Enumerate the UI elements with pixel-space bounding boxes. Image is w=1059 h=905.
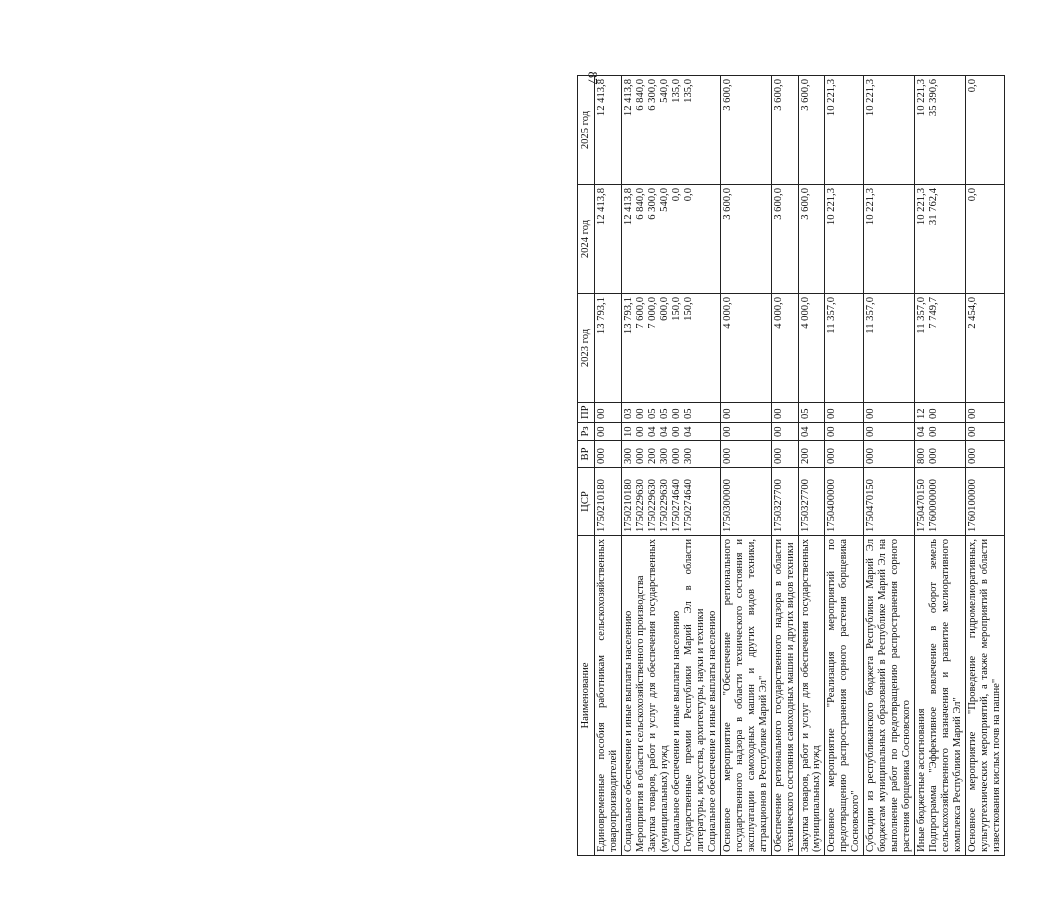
table-cell-rz-entry: 10 (622, 426, 634, 437)
table-cell-csr-entry: 1750210180 (596, 479, 607, 532)
table-cell-vr-entry: 000 (826, 448, 838, 464)
table-cell-name (966, 536, 1005, 856)
table-cell-csr (771, 468, 798, 536)
table-cell-vr-entry: 000 (634, 448, 646, 464)
header-pr: ПР (578, 403, 595, 423)
table-cell-2025-entry: 135,0 (670, 79, 682, 103)
table-cell-vr (864, 441, 915, 468)
table-cell-2025-entry: 10 221,3 (865, 79, 877, 117)
table-cell-2025-entry: 3 600,0 (799, 79, 811, 111)
table-cell-2024 (771, 185, 798, 294)
table-cell-rz-entry: 00 (634, 426, 646, 437)
table-cell-2023-entry: 150,0 (670, 297, 682, 321)
table-cell-rz (595, 423, 622, 441)
table-cell-2024-entry: 6 300,0 (646, 188, 658, 220)
table-cell-2025-entry: 540,0 (658, 79, 670, 103)
table-cell-2024 (915, 185, 966, 294)
table-cell-name-entry: Субсидии из республиканского бюджета Республики Марий Эл бюджетам муниципальных образований в Республике Марий Эл на выполнение работ по предотвращению распространения сорного растения борщевика Сосновского (865, 539, 913, 852)
table-row (864, 76, 915, 856)
table-cell-name (915, 536, 966, 856)
table-cell-2024 (720, 185, 771, 294)
table-cell-rz (915, 423, 966, 441)
table-cell-pr (720, 403, 771, 423)
table-cell-2024-entry: 0,0 (682, 188, 694, 202)
table-cell-2025 (720, 76, 771, 185)
header-rz: Рз (578, 423, 595, 441)
table-cell-pr (966, 403, 1005, 423)
table-cell-vr (966, 441, 1005, 468)
budget-table-rotated (577, 76, 1059, 856)
table-cell-pr-entry: 00 (928, 408, 940, 419)
page-number: 87 (585, 71, 601, 85)
table-cell-2023-entry: 11 357,0 (916, 297, 928, 334)
table-cell-rz-entry: 00 (596, 426, 607, 437)
table-cell-rz-entry: 00 (865, 426, 877, 437)
table-cell-csr (595, 468, 622, 536)
table-cell-csr-entry: 1750274640 (682, 479, 694, 532)
table-cell-pr-entry: 00 (826, 408, 838, 419)
table-cell-csr (864, 468, 915, 536)
table-cell-2023-entry: 13 793,1 (622, 297, 634, 335)
table-cell-2023 (621, 294, 720, 403)
table-cell-2025-entry: 6 840,0 (634, 79, 646, 111)
table-cell-2025-entry: 10 221,3 (826, 79, 838, 117)
table-cell-2023-entry: 150,0 (682, 297, 694, 321)
table-cell-2025-entry: 35 390,6 (928, 79, 940, 117)
table-cell-vr (595, 441, 622, 468)
table-cell-pr (621, 403, 720, 423)
table-cell-2023-entry: 11 357,0 (865, 297, 877, 334)
table-cell-2024 (825, 185, 864, 294)
table-cell-name-entry: Социальное обеспечение и иные выплаты населению (670, 610, 682, 852)
table-cell-vr-entry: 000 (967, 448, 979, 464)
table-cell-csr-entry: 1750470150 (865, 479, 877, 532)
table-cell-2023-entry: 2 454,0 (967, 297, 979, 329)
table-cell-2024-entry: 31 762,4 (928, 188, 940, 226)
table-cell-csr-entry: 1750300000 (721, 479, 733, 532)
table-cell-vr-entry: 200 (799, 448, 811, 464)
table-cell-2024-entry: 10 221,3 (865, 188, 877, 226)
table-cell-csr-entry: 1750210180 (622, 479, 634, 532)
table-cell-pr (825, 403, 864, 423)
table-cell-name-entry: Мероприятия в области сельскохозяйственного производства (634, 575, 646, 852)
header-name: Наименование (578, 536, 595, 856)
table-cell-pr-entry: 00 (670, 408, 682, 419)
table-cell-pr-entry: 05 (646, 408, 658, 419)
table-cell-name-entry: Подпрограмма "Эффективное вовлечение в оборот земель сельскохозяйственного назначения и развитие мелиоративного комплекса Республики Марий Эл" (928, 539, 964, 852)
table-cell-2024 (595, 185, 622, 294)
table-cell-2024-entry: 3 600,0 (799, 188, 811, 220)
table-cell-2023 (825, 294, 864, 403)
table-row (595, 76, 622, 856)
table-cell-csr-entry: 1750327700 (799, 479, 811, 532)
table-cell-2024 (621, 185, 720, 294)
table-cell-name-entry: Основное мероприятие "Проведение гидромелиоративных, культуртехнических мероприятий, а также мероприятий в области известкования кислых почв на пашне" (967, 539, 1003, 852)
table-cell-vr (720, 441, 771, 468)
table-cell-csr-entry: 1750229630 (634, 479, 646, 532)
table-cell-vr-entry: 300 (682, 448, 694, 464)
table-cell-2023 (864, 294, 915, 403)
table-cell-rz-entry: 04 (682, 426, 694, 437)
table-cell-2025 (798, 76, 825, 185)
table-cell-2024-entry: 0,0 (670, 188, 682, 202)
table-cell-2024-entry: 3 600,0 (772, 188, 784, 220)
table-cell-pr-entry: 00 (721, 408, 733, 419)
table-row (966, 76, 1005, 856)
table-cell-rz (966, 423, 1005, 441)
table-cell-pr-entry: 00 (772, 408, 784, 419)
table-cell-2023-entry: 13 793,1 (596, 297, 607, 335)
table-cell-vr (915, 441, 966, 468)
table-cell-vr-entry: 000 (670, 448, 682, 464)
table-cell-name (798, 536, 825, 856)
table-cell-2025 (825, 76, 864, 185)
table-cell-2025 (966, 76, 1005, 185)
table-cell-pr (915, 403, 966, 423)
table-cell-2024-entry: 10 221,3 (826, 188, 838, 226)
table-cell-2025 (915, 76, 966, 185)
table-cell-rz (798, 423, 825, 441)
table-cell-pr-entry: 00 (967, 408, 979, 419)
table-cell-vr (771, 441, 798, 468)
table-row (621, 76, 720, 856)
table-cell-2024-entry: 12 413,8 (622, 188, 634, 226)
header-2025: 2025 год (578, 76, 595, 185)
table-cell-2025 (864, 76, 915, 185)
table-cell-vr-entry: 000 (772, 448, 784, 464)
table-cell-csr (825, 468, 864, 536)
table-cell-csr-entry: 1750229630 (646, 479, 658, 532)
table-cell-pr-entry: 05 (799, 408, 811, 419)
table-cell-name-entry: Иные бюджетные ассигнования (916, 708, 928, 852)
table-cell-pr-entry: 00 (634, 408, 646, 419)
table-cell-2024-entry: 12 413,8 (596, 188, 607, 226)
table-cell-pr-entry: 05 (658, 408, 670, 419)
table-cell-csr-entry: 1760100000 (967, 479, 979, 532)
table-cell-2024-entry: 0,0 (967, 188, 979, 202)
table-cell-2023-entry: 7 000,0 (646, 297, 658, 329)
table-cell-name (771, 536, 798, 856)
table-cell-2025-entry: 10 221,3 (916, 79, 928, 117)
table-cell-csr-entry: 1750274640 (670, 479, 682, 532)
budget-table (577, 75, 1005, 856)
table-cell-name (825, 536, 864, 856)
table-cell-csr-entry: 1750400000 (826, 479, 838, 532)
table-cell-rz-entry: 04 (646, 426, 658, 437)
table-cell-2024-entry: 6 840,0 (634, 188, 646, 220)
table-cell-vr-entry: 300 (622, 448, 634, 464)
table-cell-name (621, 536, 720, 856)
table-cell-2024-entry: 3 600,0 (721, 188, 733, 220)
table-cell-name-entry: Государственные премии Республики Марий Эл в области литературы, искусства, архитектуры, науки и техники (682, 539, 706, 852)
table-cell-rz-entry: 00 (772, 426, 784, 437)
table-cell-vr-entry: 000 (721, 448, 733, 464)
header-row (578, 76, 595, 856)
table-cell-rz (825, 423, 864, 441)
table-cell-vr (621, 441, 720, 468)
table-cell-2023-entry: 7 749,7 (928, 297, 940, 329)
table-cell-pr-entry: 00 (865, 408, 877, 419)
table-cell-name-entry: Обеспечение регионального государственного надзора в области технического состояния самоходных машин и других видов техники (772, 539, 796, 852)
table-cell-pr-entry: 05 (682, 408, 694, 419)
table-cell-pr (798, 403, 825, 423)
table-cell-2025-entry: 6 300,0 (646, 79, 658, 111)
table-cell-rz-entry: 04 (658, 426, 670, 437)
table-cell-name-entry: Закупка товаров, работ и услуг для обеспечения государственных (муниципальных) нужд (799, 539, 823, 852)
table-cell-name (595, 536, 622, 856)
table-cell-2024-entry: 540,0 (658, 188, 670, 212)
table-cell-2025-entry: 12 413,8 (622, 79, 634, 117)
table-cell-pr-entry: 00 (596, 408, 607, 419)
table-cell-2023 (771, 294, 798, 403)
table-cell-csr (621, 468, 720, 536)
table-cell-2024 (966, 185, 1005, 294)
table-cell-rz-entry: 00 (826, 426, 838, 437)
table-cell-2023-entry: 4 000,0 (799, 297, 811, 329)
table-cell-2025-entry: 0,0 (967, 79, 979, 93)
table-cell-2024 (798, 185, 825, 294)
table-cell-rz (771, 423, 798, 441)
table-cell-csr (915, 468, 966, 536)
table-cell-csr (720, 468, 771, 536)
table-cell-2023-entry: 4 000,0 (772, 297, 784, 329)
table-row (771, 76, 798, 856)
table-cell-2025-entry: 3 600,0 (721, 79, 733, 111)
table-cell-2023 (798, 294, 825, 403)
table-cell-vr (798, 441, 825, 468)
table-cell-name-entry: Основное мероприятие "Обеспечение регионального государственного надзора в области технического состояния и эксплуатации самоходных машин и других видов техники, аттракционов в Республике Марий Эл" (721, 539, 769, 852)
table-cell-2025-entry: 135,0 (682, 79, 694, 103)
table-cell-csr-entry: 1750327700 (772, 479, 784, 532)
table-cell-2023 (720, 294, 771, 403)
header-vr: ВР (578, 441, 595, 468)
table-cell-rz (720, 423, 771, 441)
table-cell-pr-entry: 12 (916, 408, 928, 419)
table-cell-name (864, 536, 915, 856)
table-cell-pr (771, 403, 798, 423)
table-cell-2023-entry: 7 600,0 (634, 297, 646, 329)
table-row (798, 76, 825, 856)
table-cell-2024 (864, 185, 915, 294)
table-cell-2023 (966, 294, 1005, 403)
table-cell-2023 (595, 294, 622, 403)
table-cell-2025 (595, 76, 622, 185)
table-cell-vr-entry: 300 (658, 448, 670, 464)
table-row (825, 76, 864, 856)
table-cell-csr-entry: 1750229630 (658, 479, 670, 532)
table-cell-vr-entry: 000 (596, 448, 607, 464)
table-cell-rz-entry: 04 (799, 426, 811, 437)
table-cell-rz (621, 423, 720, 441)
header-csr: ЦСР (578, 468, 595, 536)
table-cell-pr (595, 403, 622, 423)
table-cell-2024-entry: 10 221,3 (916, 188, 928, 226)
table-cell-2023-entry: 4 000,0 (721, 297, 733, 329)
table-cell-2025 (621, 76, 720, 185)
table-cell-name-entry: Закупка товаров, работ и услуг для обеспечения государственных (муниципальных) нужд (646, 539, 670, 852)
table-cell-rz (864, 423, 915, 441)
table-cell-vr-entry: 000 (865, 448, 877, 464)
table-cell-csr (966, 468, 1005, 536)
table-cell-csr-entry: 1750470150 (916, 479, 928, 532)
table-cell-2023-entry: 11 357,0 (826, 297, 838, 334)
table-cell-vr-entry: 800 (916, 448, 928, 464)
table-cell-rz-entry: 00 (928, 426, 940, 437)
table-row (720, 76, 771, 856)
header-2024: 2024 год (578, 185, 595, 294)
table-cell-name-entry: Социальное обеспечение и иные выплаты населению (622, 610, 634, 852)
table-cell-name (720, 536, 771, 856)
table-cell-2023 (915, 294, 966, 403)
table-cell-pr-entry: 03 (622, 408, 634, 419)
table-cell-rz-entry: 00 (721, 426, 733, 437)
table-cell-vr-entry: 200 (646, 448, 658, 464)
table-cell-2025 (771, 76, 798, 185)
table-cell-name-entry: Основное мероприятие "Реализация мероприятий по предотвращению распространения сорного растения борщевика Сосновского" (826, 539, 862, 852)
table-body (595, 76, 1005, 856)
table-cell-vr (825, 441, 864, 468)
table-cell-2025-entry: 3 600,0 (772, 79, 784, 111)
table-cell-rz-entry: 04 (916, 426, 928, 437)
table-cell-2025-entry: 12 413,8 (596, 79, 607, 117)
header-2023: 2023 год (578, 294, 595, 403)
table-cell-rz-entry: 00 (967, 426, 979, 437)
table-cell-pr (864, 403, 915, 423)
table-cell-csr-entry: 1760000000 (928, 479, 940, 532)
table-cell-name-entry: Социальное обеспечение и иные выплаты населению (706, 610, 718, 852)
table-cell-rz-entry: 00 (670, 426, 682, 437)
table-row (915, 76, 966, 856)
table-cell-vr-entry: 000 (928, 448, 940, 464)
table-cell-2023-entry: 600,0 (658, 297, 670, 321)
table-cell-name-entry: Единовременные пособия работникам сельскохозяйственных товаропроизводителей (596, 539, 619, 852)
table-cell-csr (798, 468, 825, 536)
